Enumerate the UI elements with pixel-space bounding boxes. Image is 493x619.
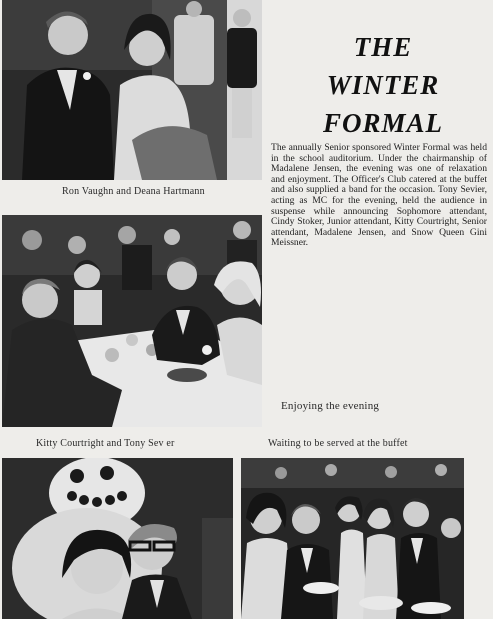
caption-couple-kitty-tony: Kitty Courtright and Tony Sev er xyxy=(36,438,175,449)
photo-buffet-line xyxy=(241,458,464,619)
photo-couple-ron-deana xyxy=(2,0,262,180)
title-line-3: FORMAL xyxy=(322,108,444,138)
article-body: The annually Senior sponsored Winter Formal was held in the school auditorium. Under the chairmanship of Madalene Jensen, the evening was one of relaxation and enjoyment. The Officer's Club catered at the buffet and also supplied a band for the occasion. Tony Sevier, acting as MC for the evening, held the audience in suspense while announcing Sophomore attendant, Cindy Stoker, Junior attendant, Kitty Courtright, Senior attendant, Madalene Jensen, and Snow Queen Gini Meissner. xyxy=(271,142,487,249)
caption-buffet: Waiting to be served at the buffet xyxy=(268,438,408,449)
page-title xyxy=(278,28,488,142)
caption-enjoying-evening: Enjoying the evening xyxy=(281,400,380,412)
title-line-1: THE xyxy=(353,32,413,62)
caption-couple-ron-deana: Ron Vaughn and Deana Hartmann xyxy=(62,186,205,197)
title-line-2: WINTER xyxy=(326,70,440,100)
photo-dinner-table xyxy=(2,215,262,427)
photo-couple-kitty-tony xyxy=(2,458,233,619)
